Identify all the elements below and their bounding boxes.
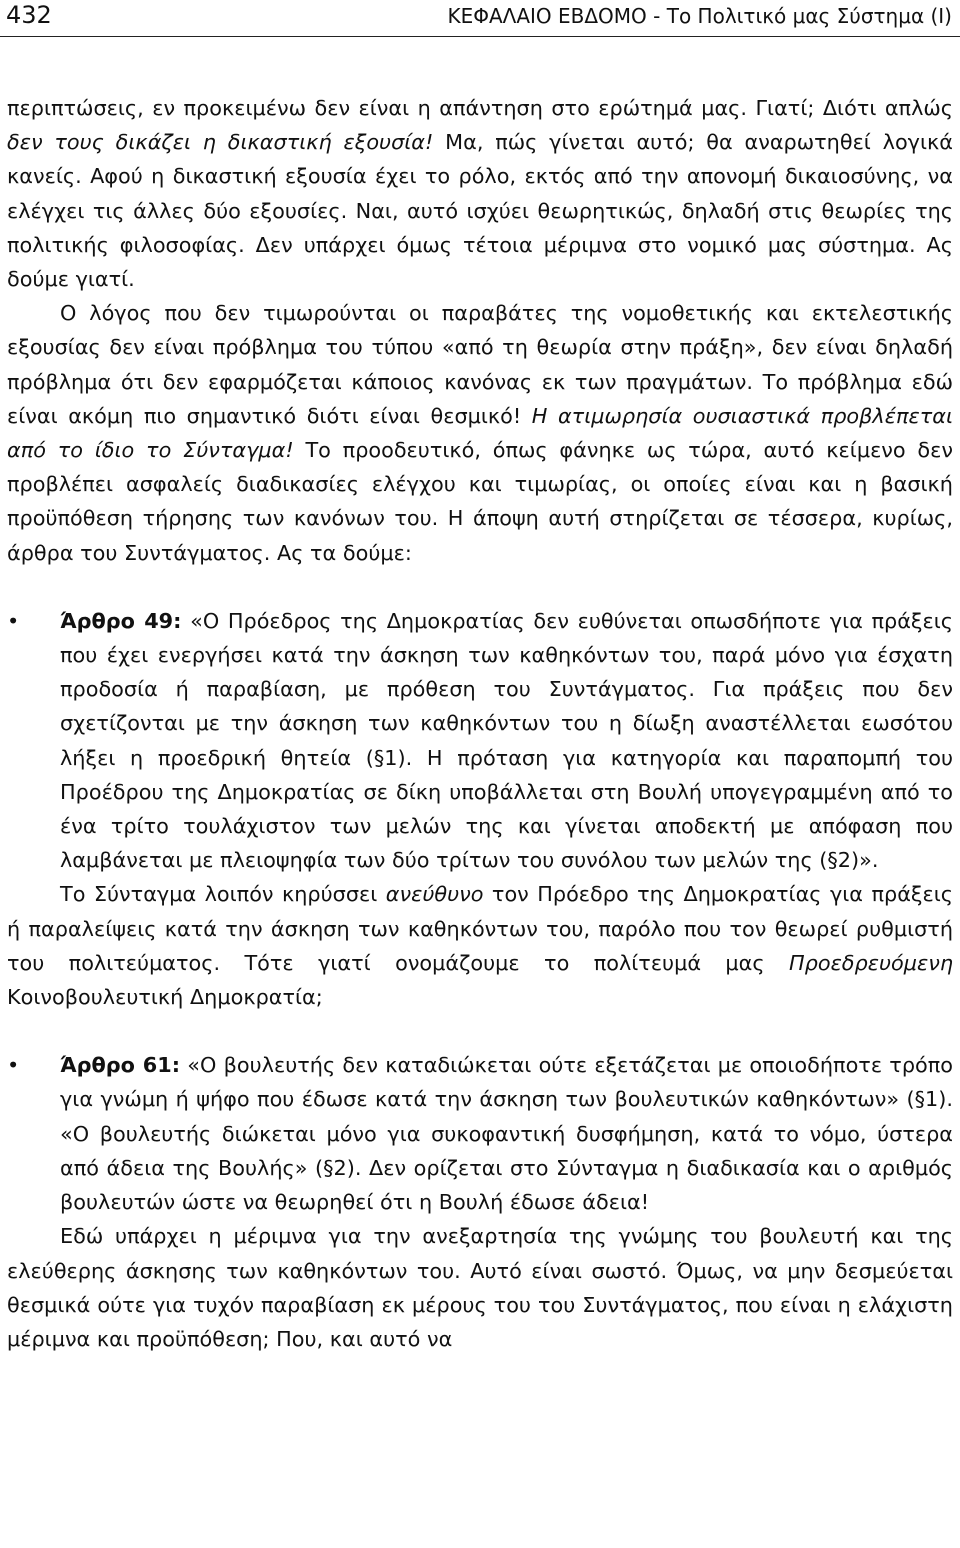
p3-text-e: Κοινοβουλευτική Δημοκρατία; bbox=[7, 985, 323, 1010]
page-number: 432 bbox=[6, 1, 52, 29]
article-61-item bbox=[7, 1048, 953, 1219]
paragraph-1 bbox=[7, 91, 953, 296]
article-49-label: Άρθρο 49: bbox=[60, 608, 182, 633]
paragraph-4 bbox=[7, 1219, 953, 1356]
article-61-text: «Ο βουλευτής δεν καταδιώκεται ούτε εξετάζεται με οποιοδήποτε τρόπο για γνώμη ή ψήφο που έδωσε κατά την άσκηση των βουλευτικών καθηκόντων» (§1). «Ο βουλευτής διώκεται μόνο για συκοφαντική δυσφήμηση, κατά το νόμο, ύστερα από άδεια της Βουλής» (§2). Δεν ορίζεται στο Σύνταγμα η διαδικασία και ο αριθμός βουλευτών ώστε να θεωρηθεί ότι η Βουλή έδωσε άδεια! bbox=[60, 1053, 953, 1215]
p2-text-a: Ο λόγος που δεν τιμωρούνται οι παραβάτες της νομοθετικής και εκτελεστικής εξουσίας δεν είναι πρόβλημα του τύπου «από τη θεωρία στην πράξη», δεν είναι δηλαδή πρόβλημα ότι δεν εφαρμόζεται κάποιος κανόνας εκ των πραγμάτων. Το πρόβλημα εδώ είναι ακόμη πιο σημαντικό διότι είναι θεσμικό! bbox=[7, 301, 953, 428]
bullet-icon: • bbox=[7, 1053, 20, 1078]
paragraph-2 bbox=[7, 296, 953, 570]
paragraph-3 bbox=[7, 877, 953, 1014]
page-header bbox=[0, 0, 960, 40]
article-49-item bbox=[7, 604, 953, 878]
p3-italic-word: ανεύθυνο bbox=[385, 882, 484, 907]
p2-italic-underlined-sentence: Η ατιμωρησία ουσιαστικά προβλέπεται από το ίδιο το Σύνταγμα! bbox=[7, 403, 953, 463]
p3-italic-term: Προεδρευόμενη bbox=[789, 950, 953, 975]
p1-italic-phrase: δεν τους δικάζει η δικαστική εξουσία! bbox=[7, 130, 434, 155]
p4-text-a: Εδώ υπάρχει η μέριμνα για την ανεξαρτησία της γνώμης του βουλευτή και της ελεύθερης άσκησης των καθηκόντων του. Αυτό είναι σωστό. Όμως, να μην δεσμεύεται θεσμικά ούτε για τυχόν παραβίαση εκ μέρους του του Συντάγματος, που είναι η ελάχιστη μέριμνα και προϋπόθεση; Που, και αυτό να bbox=[7, 1224, 953, 1351]
body-text bbox=[7, 91, 953, 1356]
p2-text-c: Το προοδευτικό, όπως φάνηκε ως τώρα, αυτό κείμενο δεν προβλέπει ασφαλείς διαδικασίες ελέγχου και τιμωρίας, οι οποίες είναι και η βασική προϋπόθεση τήρησης των κανόνων του. Η άποψη αυτή στηρίζεται σε τέσσερα, κυρίως, άρθρα του Συντάγματος. Ας τα δούμε: bbox=[7, 438, 954, 565]
p1-text-c: Μα, πώς γίνεται αυτό; θα αναρωτηθεί λογικά κανείς. Αφού η δικαστική εξουσία έχει το ρόλο, εκτός από την απονομή δικαιοσύνης, να ελέγχει τις άλλες δύο εξουσίες. Ναι, αυτό ισχύει θεωρητικώς, δηλαδή στις θεωρίες της πολιτικής φιλοσοφίας. Δεν υπάρχει όμως τέτοια μέριμνα στο νομικό μας σύστημα. Ας δούμε γιατί. bbox=[7, 130, 953, 292]
article-49-text: «Ο Πρόεδρος της Δημοκρατίας δεν ευθύνεται οπωσδήποτε για πράξεις που έχει ενεργήσει κατά την άσκηση των καθηκόντων του, παρά μόνο για έσχατη προδοσία ή παραβίαση, με πρόθεση του Συντάγματος. Για πράξεις που δεν σχετίζονται με την άσκηση των καθηκόντων του η δίωξη αναστέλλεται εωσότου λήξει η προεδρική θητεία (§1). Η πρόταση για κατηγορία και παραπομπή του Προέδρου της Δημοκρατίας σε δίκη υποβάλλεται στη Βουλή υπογεγραμμένη από το ένα τρίτο τουλάχιστον των μελών της και γίνεται αποδεκτή με απόφαση που λαμβάνεται με πλειοψηφία των δύο τρίτων του συνόλου των μελών της (§2)». bbox=[60, 608, 953, 873]
bullet-icon: • bbox=[7, 608, 20, 633]
p3-text-a: Το Σύνταγμα λοιπόν κηρύσσει bbox=[60, 882, 386, 907]
p3-text-c: τον Πρόεδρο της Δημοκρατίας για πράξεις ή παραλείψεις κατά την άσκηση των καθηκόντων του, παρόλο που τον θεωρεί ρυθμιστή του πολιτεύματος. Τότε γιατί ονομάζουμε το πολίτευμά μας bbox=[7, 882, 953, 975]
p1-text-a: περιπτώσεις, εν προκειμένω δεν είναι η απάντηση στο ερώτημά μας. Γιατί; Διότι απλώς bbox=[7, 96, 953, 120]
article-61-label: Άρθρο 61: bbox=[60, 1053, 181, 1078]
header-rule bbox=[0, 36, 960, 37]
running-title: ΚΕΦΑΛΑΙΟ ΕΒΔΟΜΟ - Το Πολιτικό μας Σύστημα (Ι) bbox=[447, 4, 952, 28]
